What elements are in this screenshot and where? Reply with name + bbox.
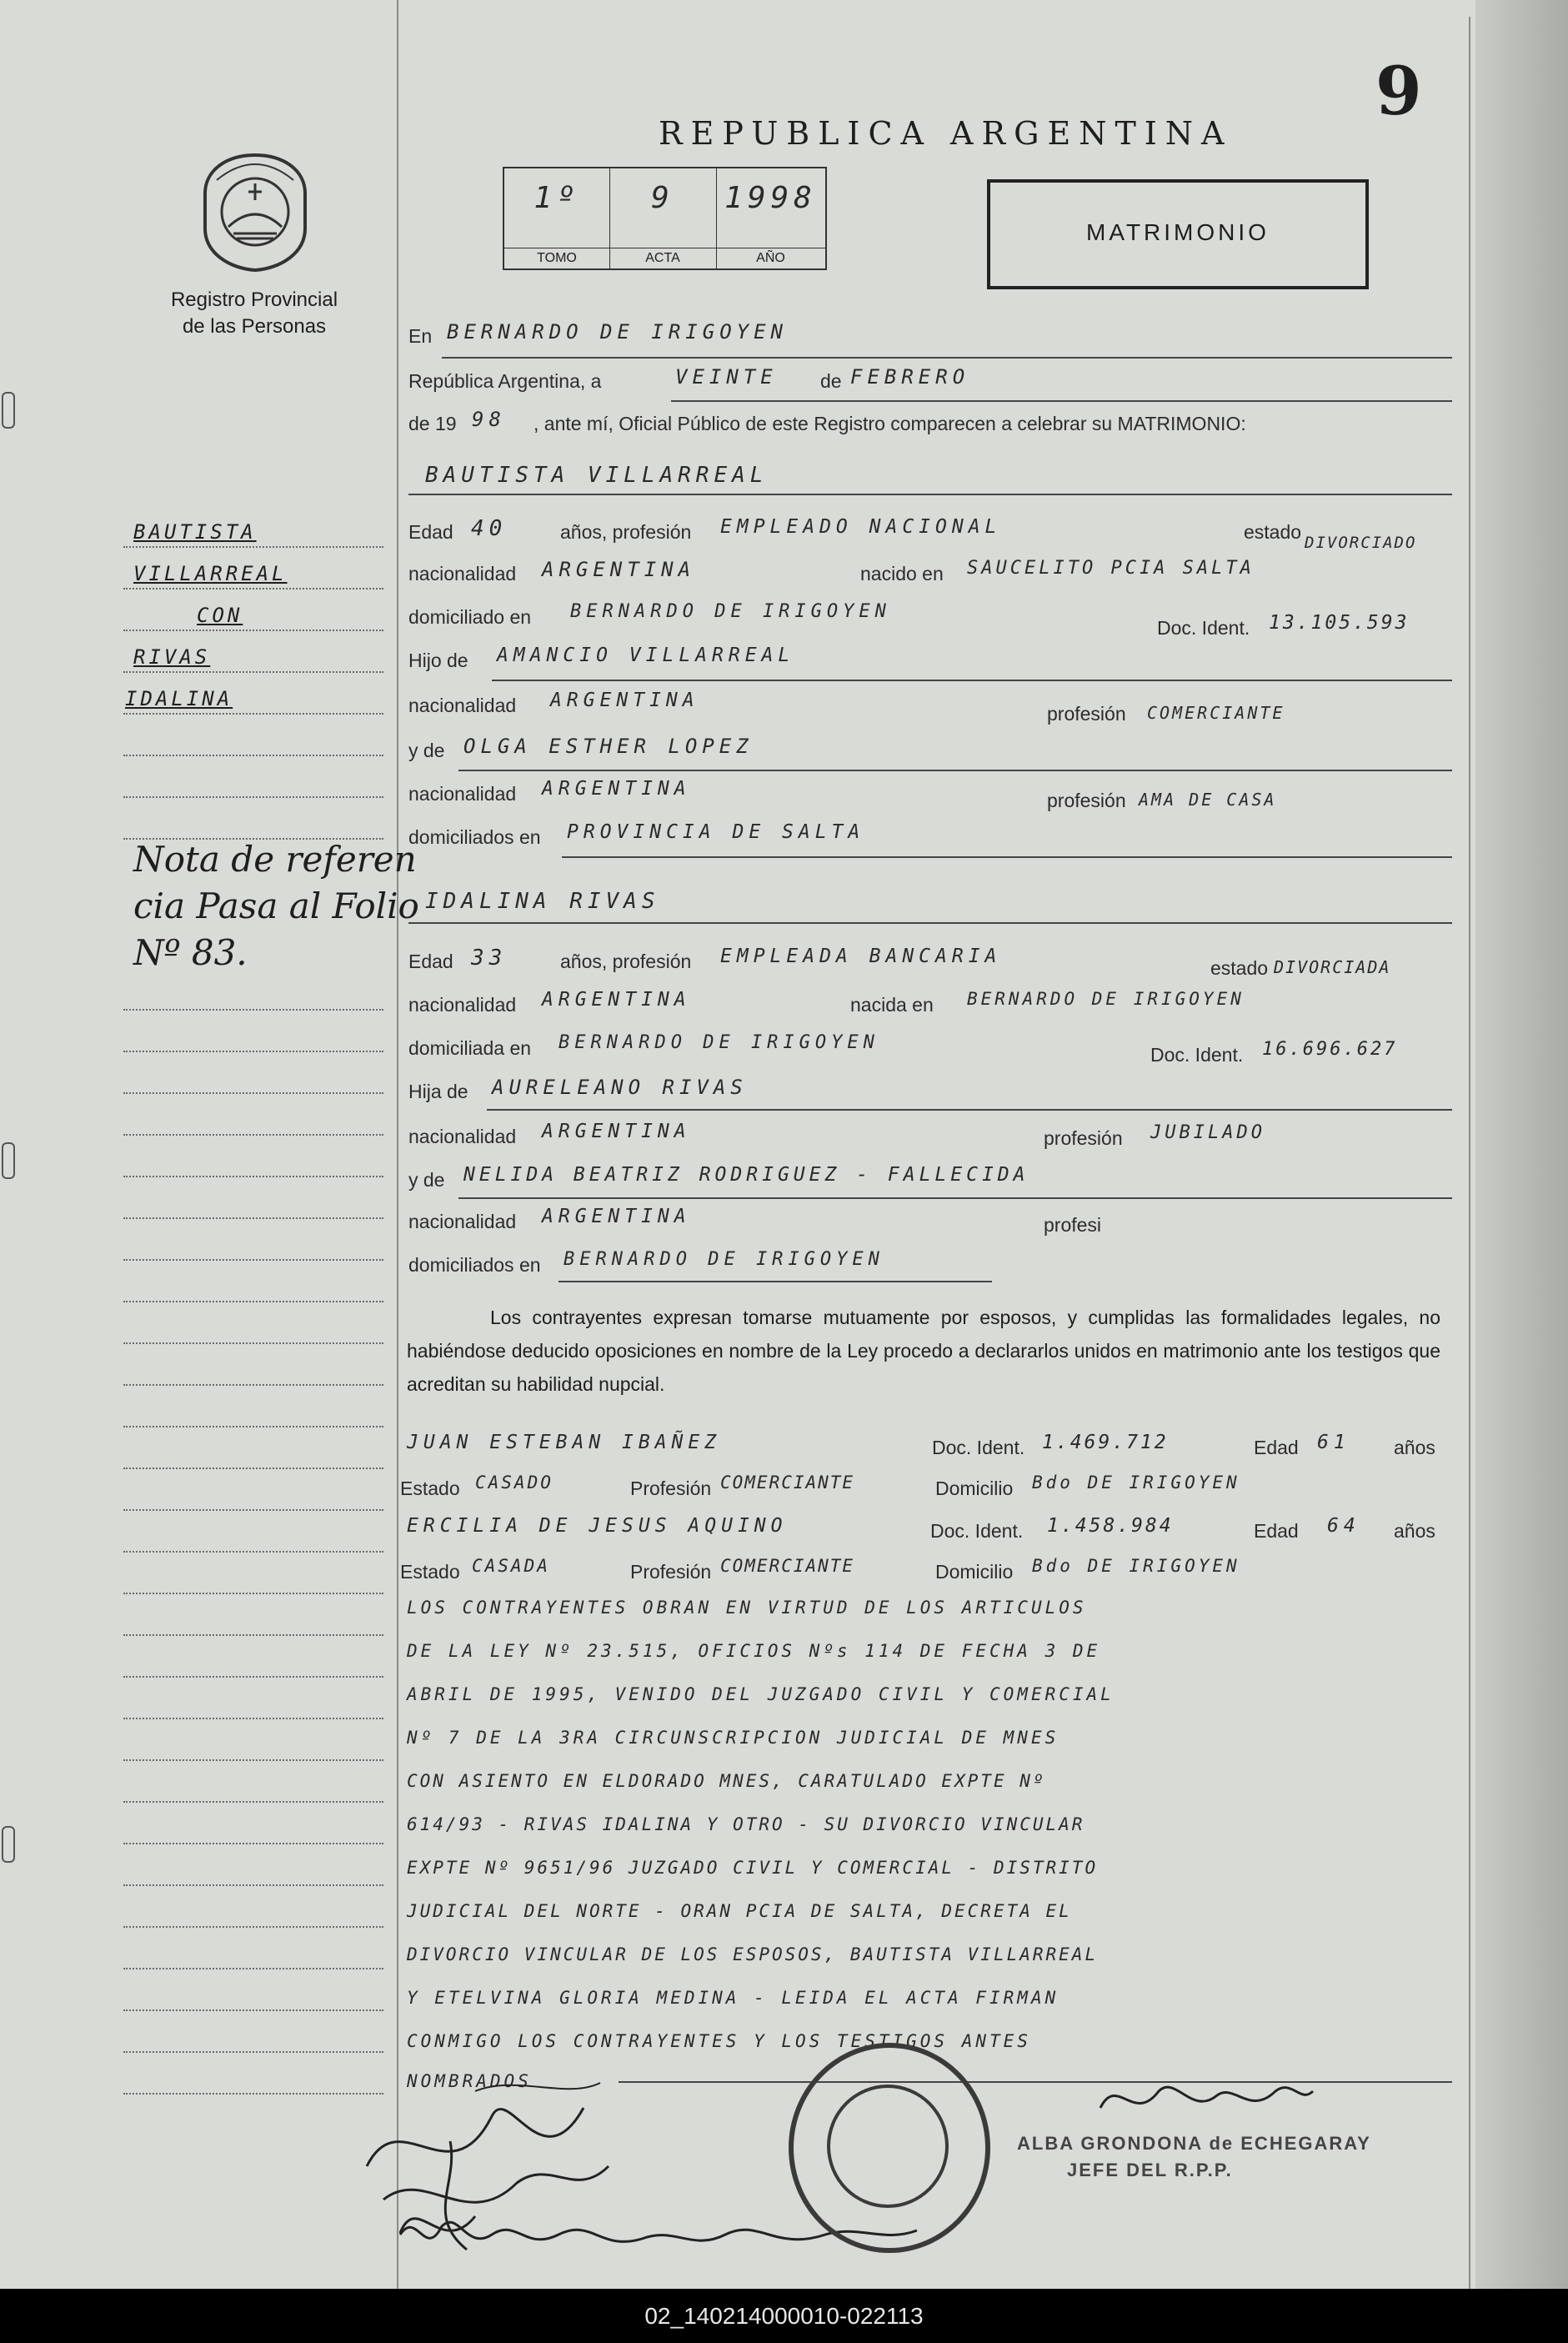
- sidebar-line: [123, 1009, 383, 1011]
- spouse1-father-profession: COMERCIANTE: [1147, 703, 1285, 723]
- spouse2-parents-domicile: BERNARDO DE IRIGOYEN: [564, 1249, 884, 1270]
- spouse1-parents-domicile-rule: [562, 856, 1452, 858]
- sidebar-line: [123, 1384, 383, 1386]
- spouse1-parents-domicile: PROVINCIA DE SALTA: [567, 821, 865, 843]
- witness2-doc: 1.458.984: [1047, 1515, 1174, 1537]
- witness2-domicile: Bdo DE IRIGOYEN: [1032, 1556, 1240, 1576]
- sidebar-line: [123, 630, 383, 631]
- tomo-value: 1º: [534, 181, 580, 215]
- spouse2-father-nationality-label: nacionalidad: [408, 1126, 517, 1147]
- spouse2-father-prof-label: profesión: [1044, 1127, 1123, 1149]
- anio-label: AÑO: [716, 248, 825, 268]
- spouse1-mother-rule: [458, 770, 1452, 771]
- spouse1-doc: 13.105.593: [1269, 612, 1410, 634]
- spouse2-name: IDALINA RIVAS: [425, 889, 660, 914]
- spouse2-domicile: BERNARDO DE IRIGOYEN: [559, 1032, 879, 1053]
- spouse1-father-nationality: ARGENTINA: [550, 690, 699, 711]
- spouse2-anios-label: años, profesión: [560, 951, 692, 972]
- observation-line-1: LOS CONTRAYENTES OBRAN EN VIRTUD DE LOS ARTICULOS: [407, 1598, 1087, 1618]
- spouse2-age: 33: [471, 946, 508, 971]
- sidebar-line: [123, 1968, 383, 1969]
- officer-name: ALBA GRONDONA de ECHEGARAY: [1017, 2133, 1371, 2154]
- page-number: 9: [1375, 52, 1422, 130]
- officer-title: JEFE DEL R.P.P.: [1067, 2160, 1233, 2180]
- sidebar-line: [123, 1426, 383, 1427]
- place-value: BERNARDO DE IRIGOYEN: [447, 320, 788, 344]
- observation-line-6: 614/93 - RIVAS IDALINA Y OTRO - SU DIVORCIO VINCULAR: [407, 1814, 1085, 1834]
- reference-note-line-2: cia Pasa al Folio: [133, 886, 419, 926]
- office-name-line-1: Registro Provincial: [170, 288, 338, 311]
- spouse1-born-label: nacido en: [860, 563, 944, 584]
- spouse1-edad-label: Edad: [408, 521, 453, 543]
- place-rule: [442, 357, 1452, 359]
- sidebar-line: [123, 713, 383, 715]
- observation-line-7: EXPTE Nº 9651/96 JUZGADO CIVIL Y COMERCIAL - DISTRITO: [407, 1858, 1099, 1878]
- witness2-profession: COMERCIANTE: [720, 1556, 855, 1576]
- observation-line-11: CONMIGO LOS CONTRAYENTES Y LOS TESTIGOS ANTES: [407, 2031, 1031, 2051]
- spouse1-parents-domicile-label: domiciliados en: [408, 826, 541, 848]
- spouse1-domicile-label: domiciliado en: [408, 606, 532, 628]
- year-suffix: 98: [472, 408, 506, 431]
- sidebar-line: [123, 1884, 383, 1886]
- spouse2-birthplace: BERNARDO DE IRIGOYEN: [967, 989, 1245, 1009]
- observation-line-8: JUDICIAL DEL NORTE - ORAN PCIA DE SALTA, DECRETA EL: [407, 1901, 1072, 1921]
- witness2-anios-label: años: [1394, 1520, 1435, 1542]
- witness1-domicile: Bdo DE IRIGOYEN: [1032, 1473, 1240, 1493]
- spouse2-father: AURELEANO RIVAS: [492, 1076, 748, 1099]
- month-value: FEBRERO: [850, 365, 970, 389]
- witness2-estado-label: Estado: [400, 1561, 460, 1583]
- witness1-name: JUAN ESTEBAN IBAÑEZ: [407, 1432, 722, 1453]
- spouse1-domicile: BERNARDO DE IRIGOYEN: [570, 601, 891, 622]
- registry-cell-acta: [609, 168, 717, 268]
- republic-label: República Argentina, a: [408, 370, 602, 392]
- spouse2-mother-nationality: ARGENTINA: [542, 1206, 691, 1227]
- spouse1-mother-profession: AMA DE CASA: [1139, 790, 1277, 810]
- witness1-prof-label: Profesión: [630, 1478, 712, 1499]
- spouse2-born-label: nacida en: [850, 994, 934, 1016]
- witness2-dom-label: Domicilio: [935, 1561, 1014, 1583]
- observation-line-3: ABRIL DE 1995, VENIDO DEL JUZGADO CIVIL Y COMERCIAL: [407, 1684, 1115, 1704]
- sidebar-line: [123, 588, 383, 590]
- binding-stitch: [2, 392, 15, 429]
- sidebar-line: [123, 1634, 383, 1636]
- spouse1-mother-label: y de: [408, 740, 445, 761]
- spouse1-mother-nationality: ARGENTINA: [542, 778, 691, 800]
- sidebar-line: [123, 1759, 383, 1761]
- witness1-doc-label: Doc. Ident.: [932, 1437, 1025, 1458]
- right-rule: [1469, 17, 1470, 2289]
- country-title: REPUBLICA ARGENTINA: [659, 115, 1233, 152]
- spouse2-parents-domicile-rule: [559, 1281, 992, 1282]
- witness1-status: CASADO: [475, 1473, 554, 1493]
- spouse1-nationality: ARGENTINA: [542, 558, 696, 581]
- spouse1-anios-label: años, profesión: [560, 521, 692, 543]
- spouse2-father-rule: [487, 1109, 1452, 1111]
- seal-inner-ring: [827, 2085, 949, 2208]
- reference-note-line-1: Nota de referen: [133, 839, 417, 880]
- margin-rule: [397, 0, 398, 2289]
- witness1-edad-label: Edad: [1254, 1437, 1299, 1458]
- spouse2-nacionalidad-label: nacionalidad: [408, 994, 517, 1016]
- spouse1-father-prof-label: profesión: [1047, 703, 1126, 725]
- spouse2-child-label: Hija de: [408, 1081, 468, 1102]
- spouse1-child-label: Hijo de: [408, 650, 468, 671]
- registry-seal-icon: [789, 2043, 990, 2253]
- observation-line-4: Nº 7 DE LA 3RA CIRCUNSCRIPCION JUDICIAL DE MNES: [407, 1728, 1060, 1748]
- sidebar-line: [123, 1509, 383, 1511]
- witness2-status: CASADA: [472, 1556, 550, 1576]
- observation-line-2: DE LA LEY Nº 23.515, OFICIOS Nºs 114 DE FECHA 3 DE: [407, 1641, 1101, 1661]
- year-prefix: de 19: [408, 413, 457, 434]
- spouse2-mother: NELIDA BEATRIZ RODRIGUEZ - FALLECIDA: [463, 1164, 1029, 1186]
- sidebar-line: [123, 1301, 383, 1302]
- sidebar-line: [123, 1342, 383, 1344]
- spouse2-domicile-label: domiciliada en: [408, 1037, 532, 1059]
- sidebar-line: [123, 1217, 383, 1219]
- act-type-box: [987, 179, 1369, 289]
- spouse1-mother-nationality-label: nacionalidad: [408, 783, 517, 805]
- witness2-prof-label: Profesión: [630, 1561, 712, 1583]
- spouse2-civil-status: DIVORCIADA: [1274, 957, 1391, 977]
- spouse2-mother-label: y de: [408, 1169, 445, 1191]
- spouse2-mother-nationality-label: nacionalidad: [408, 1211, 517, 1232]
- spouse1-name: BAUTISTA VILLARREAL: [425, 463, 769, 488]
- sidebar-line: [123, 1134, 383, 1136]
- binding-stitch: [2, 1142, 15, 1179]
- spouse2-parents-domicile-label: domiciliados en: [408, 1254, 541, 1276]
- spouse1-father-rule: [492, 680, 1452, 681]
- tomo-label: TOMO: [504, 248, 609, 268]
- spouse2-father-profession: JUBILADO: [1150, 1122, 1265, 1143]
- witness1-dom-label: Domicilio: [935, 1478, 1014, 1499]
- sidebar-line: [123, 671, 383, 673]
- sidebar-line: [123, 755, 383, 756]
- spouse1-nacionalidad-label: nacionalidad: [408, 563, 517, 584]
- sidebar-line: [123, 1259, 383, 1261]
- spouse2-edad-label: Edad: [408, 951, 453, 972]
- declaration-paragraph: Los contrayentes expresan tomarse mutuamente por esposos, y cumplidas las formalidades legales, no habiéndose deducido oposiciones en nombre de la Ley procedo a declararlos unidos en matrimonio ante los testigos que acreditan su habilidad nupcial.: [407, 1307, 1440, 1395]
- sidebar-line: [123, 1176, 383, 1177]
- sidebar-line: [123, 1718, 383, 1719]
- reference-note-line-3: Nº 83.: [133, 932, 248, 973]
- registry-cell-anio: [716, 168, 825, 268]
- spouse2-nationality: ARGENTINA: [542, 989, 691, 1011]
- sidebar-line: [123, 796, 383, 798]
- spouse1-mother: OLGA ESTHER LOPEZ: [463, 735, 754, 758]
- sidebar-line: [123, 1051, 383, 1052]
- spouse2-father-nationality: ARGENTINA: [542, 1121, 691, 1142]
- binding-stitch: [2, 1826, 15, 1863]
- sidebar-line: [123, 546, 383, 548]
- witness1-profession: COMERCIANTE: [720, 1473, 855, 1493]
- anio-value: 1998: [724, 181, 817, 215]
- margin-name-4: RIVAS: [133, 645, 211, 669]
- intro-statement: , ante mí, Oficial Público de este Registro comparecen a celebrar su MATRIMONIO:: [534, 413, 1246, 434]
- witness1-estado-label: Estado: [400, 1478, 460, 1499]
- witness2-name: ERCILIA DE JESUS AQUINO: [407, 1515, 788, 1537]
- spouse1-name-rule: [408, 494, 1452, 495]
- witness2-age: 64: [1327, 1515, 1360, 1537]
- margin-name-3: CON: [197, 604, 243, 627]
- spouse2-mother-prof-label: profesi: [1044, 1214, 1102, 1236]
- observation-line-12: NOMBRADOS: [407, 2071, 532, 2091]
- month-label: de: [820, 370, 842, 392]
- sidebar-line: [123, 1593, 383, 1594]
- spouse2-estado-label: estado: [1210, 957, 1269, 979]
- en-label: En: [408, 325, 433, 347]
- sidebar-line: [123, 2051, 383, 2053]
- page-edge-shadow: [1475, 0, 1568, 2289]
- observation-line-5: CON ASIENTO EN ELDORADO MNES, CARATULADO EXPTE Nº: [407, 1771, 1046, 1791]
- date-rule: [671, 400, 1452, 402]
- registry-box: [503, 167, 827, 270]
- margin-name-2: VILLARREAL: [133, 562, 288, 585]
- spouse2-profession: EMPLEADA BANCARIA: [720, 946, 1002, 967]
- act-type-label: MATRIMONIO: [1086, 219, 1270, 245]
- spouse1-mother-prof-label: profesión: [1047, 790, 1126, 811]
- acta-value: 9: [651, 181, 674, 215]
- sidebar-line: [123, 2093, 383, 2095]
- spouse2-doc: 16.696.627: [1262, 1039, 1398, 1060]
- sidebar-line: [123, 1843, 383, 1844]
- margin-name-5: IDALINA: [125, 687, 233, 710]
- spouse1-age: 40: [471, 516, 508, 541]
- spouse1-estado-label: estado: [1244, 521, 1302, 543]
- sidebar-line: [123, 2009, 383, 2011]
- sidebar-line: [123, 1092, 383, 1094]
- office-name-line-2: de las Personas: [182, 315, 327, 338]
- spouse1-doc-label: Doc. Ident.: [1157, 617, 1250, 639]
- sidebar-line: [123, 1551, 383, 1553]
- province-of-misiones-seal-icon: [200, 152, 310, 273]
- sidebar-line: [123, 1801, 383, 1803]
- spouse2-mother-rule: [458, 1197, 1452, 1199]
- spouse1-birthplace: SAUCELITO PCIA SALTA: [967, 558, 1255, 579]
- scan-id: 02_140214000010-022113: [644, 2303, 924, 2329]
- margin-name-1: BAUTISTA: [133, 520, 257, 544]
- spouse1-civil-status: DIVORCIADO: [1305, 534, 1417, 552]
- officer-signature-icon: [1092, 2066, 1317, 2133]
- spouse1-father: AMANCIO VILLARREAL: [497, 645, 795, 666]
- witness1-anios-label: años: [1394, 1437, 1435, 1458]
- observations-end-rule: [619, 2081, 1452, 2083]
- witness2-doc-label: Doc. Ident.: [930, 1520, 1024, 1542]
- witness2-edad-label: Edad: [1254, 1520, 1299, 1542]
- witness1-doc: 1.469.712: [1042, 1432, 1169, 1453]
- acta-label: ACTA: [609, 248, 716, 268]
- spouse1-father-nationality-label: nacionalidad: [408, 695, 517, 716]
- observation-line-10: Y ETELVINA GLORIA MEDINA - LEIDA EL ACTA FIRMAN: [407, 1988, 1060, 2008]
- sidebar-line: [123, 1468, 383, 1469]
- spouse2-doc-label: Doc. Ident.: [1150, 1044, 1244, 1066]
- day-value: VEINTE: [675, 365, 778, 389]
- spouse2-name-rule: [408, 922, 1452, 924]
- registry-cell-tomo: [504, 168, 610, 268]
- office-name: [125, 287, 383, 340]
- sidebar-line: [123, 1676, 383, 1678]
- witness1-age: 61: [1317, 1432, 1350, 1453]
- observation-line-9: DIVORCIO VINCULAR DE LOS ESPOSOS, BAUTISTA VILLARREAL: [407, 1944, 1099, 1964]
- spouse1-profession: EMPLEADO NACIONAL: [720, 516, 1002, 538]
- sidebar-line: [123, 1926, 383, 1928]
